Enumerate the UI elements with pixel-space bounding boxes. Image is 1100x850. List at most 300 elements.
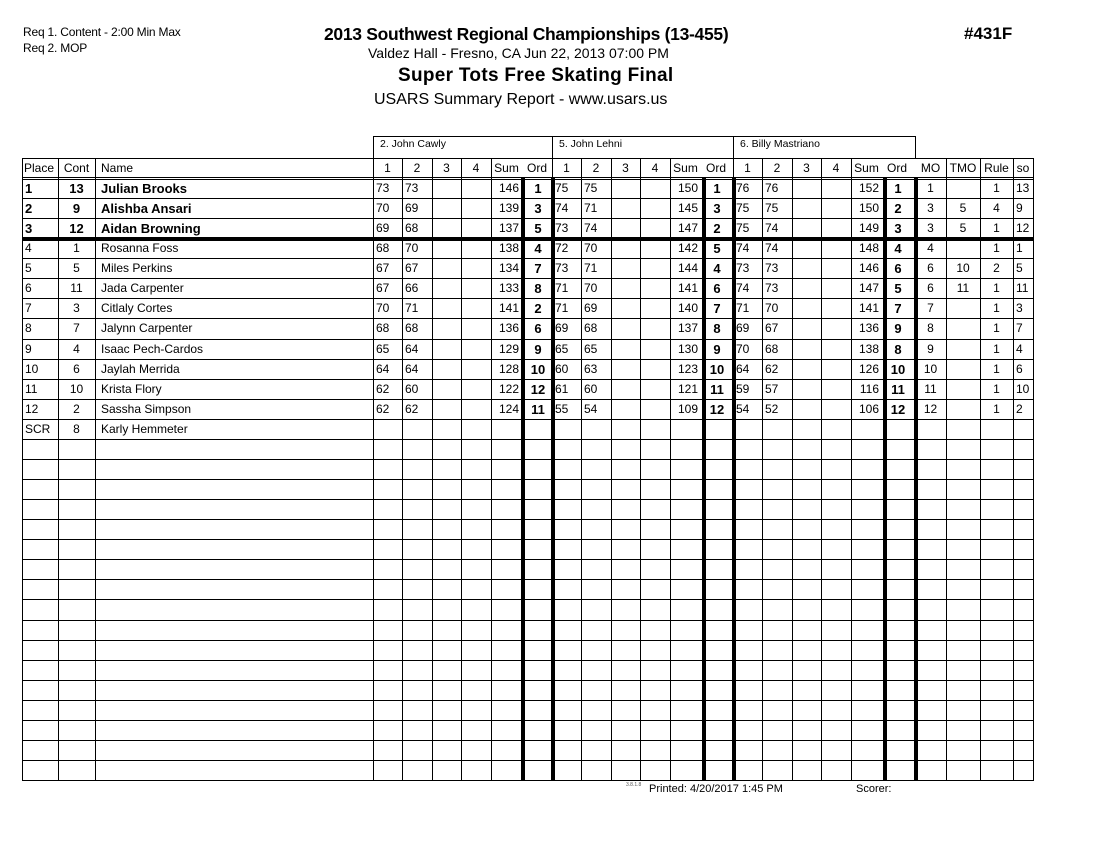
judge-score	[432, 279, 461, 299]
contestant-number: 13	[69, 181, 84, 196]
skater-name: Jada Carpenter	[101, 281, 184, 295]
judge-score: 68	[376, 241, 390, 255]
grid-line	[1033, 158, 1034, 781]
total-majority-ordinal	[946, 400, 980, 420]
judge-ordinal: 11	[891, 382, 905, 397]
rule-cell: 1	[993, 221, 1000, 235]
judge-score	[461, 239, 491, 259]
judge-ordinal: 10	[709, 362, 725, 377]
place-cell: 1	[25, 181, 33, 196]
judge-score	[611, 380, 640, 400]
judge-score	[461, 360, 491, 380]
judge-score	[821, 380, 851, 400]
judge-score	[461, 380, 491, 400]
judge-score: 60	[584, 382, 598, 396]
judge-score: 69	[376, 221, 390, 235]
judge-score: 70	[765, 301, 779, 315]
judge-ordinal: 2	[894, 201, 902, 216]
majority-ordinal: 6	[927, 261, 934, 275]
total-majority-ordinal	[946, 299, 980, 319]
judge-score	[821, 219, 851, 239]
judge-score	[640, 380, 670, 400]
judge-sum: 122	[498, 382, 519, 396]
judge-sum: 149	[858, 221, 879, 235]
judge-ordinal: 9	[894, 321, 902, 336]
skater-name: Alishba Ansari	[101, 201, 192, 216]
judge-ordinal: 12	[709, 402, 725, 417]
judge-sum: 150	[858, 201, 879, 215]
judge-score	[461, 259, 491, 279]
judge-score: 73	[736, 261, 750, 275]
judge-score	[792, 299, 821, 319]
judge-score: 75	[736, 221, 750, 235]
judge-score: 65	[584, 342, 598, 356]
judge-score	[792, 319, 821, 339]
judge-score: 74	[555, 201, 569, 215]
judge-score	[432, 380, 461, 400]
judge-sum: 109	[677, 402, 698, 416]
contestant-number: 10	[69, 382, 84, 396]
judge-ordinal: 1	[534, 181, 542, 196]
column-header-j1-ord: Ord	[526, 161, 547, 175]
start-order: 4	[1016, 342, 1023, 356]
judge-score: 70	[736, 342, 750, 356]
contestant-number: 12	[69, 221, 84, 236]
place-cell: 3	[25, 221, 33, 236]
judge-ordinal: 1	[894, 181, 902, 196]
judge-sum: 141	[677, 281, 698, 295]
judge-ordinal: 4	[534, 241, 542, 256]
judge-sum: 116	[859, 382, 879, 396]
judge-sum: 150	[677, 181, 698, 195]
requirement-1: Req 1. Content - 2:00 Min Max	[23, 25, 181, 39]
judge-score	[432, 239, 461, 259]
majority-ordinal	[915, 420, 946, 440]
judge-ordinal	[884, 420, 912, 440]
judge-sum: 142	[677, 241, 698, 255]
judge-score	[611, 299, 640, 319]
judge-score	[821, 319, 851, 339]
column-header-j2-ord: Ord	[705, 161, 726, 175]
judge-score: 66	[405, 281, 419, 295]
contestant-number: 8	[73, 422, 80, 436]
judge-score	[432, 400, 461, 420]
contestant-number: 6	[73, 362, 80, 376]
judge-score	[792, 179, 821, 199]
majority-ordinal: 3	[927, 221, 934, 235]
judge-score: 75	[736, 201, 750, 215]
judge-score	[432, 340, 461, 360]
judge-score	[733, 420, 762, 440]
majority-ordinal: 12	[923, 402, 938, 416]
judge-score	[821, 279, 851, 299]
column-header-j2-sum: Sum	[673, 161, 698, 175]
judge-score	[792, 279, 821, 299]
judge-score	[461, 279, 491, 299]
judge-score: 74	[765, 221, 779, 235]
judge-score	[611, 420, 640, 440]
start-order: 5	[1016, 261, 1023, 275]
majority-ordinal: 1	[927, 181, 934, 195]
judge-score: 76	[765, 181, 779, 195]
column-header-j3-2: 2	[773, 161, 781, 175]
judge-score: 67	[376, 281, 390, 295]
judge-score	[373, 420, 402, 440]
judge-score: 75	[555, 181, 569, 195]
start-order: 2	[1016, 402, 1023, 416]
judge-score	[640, 259, 670, 279]
judge-score: 74	[736, 281, 750, 295]
judge-sum: 134	[498, 261, 519, 275]
judge-score: 71	[555, 281, 569, 295]
judge-score	[581, 420, 611, 440]
start-order: 13	[1016, 181, 1030, 195]
judge-score	[432, 179, 461, 199]
judge-score: 68	[376, 321, 390, 335]
total-majority-ordinal: 5	[959, 201, 967, 215]
judge-sum: 121	[677, 382, 698, 396]
version-label: 3.8.1.8	[626, 782, 642, 788]
start-order: 9	[1016, 201, 1023, 215]
judge-sum: 138	[498, 241, 519, 255]
judge-score: 73	[555, 221, 569, 235]
judge-score	[792, 239, 821, 259]
contestant-number: 1	[73, 241, 80, 255]
judge-score	[640, 239, 670, 259]
judge-header-3: 6. Billy Mastriano	[740, 138, 820, 150]
judge-score: 74	[584, 221, 598, 235]
judge-score: 68	[405, 321, 419, 335]
column-header-j1-sum: Sum	[494, 161, 519, 175]
judge-score	[432, 299, 461, 319]
skater-name: Karly Hemmeter	[101, 422, 188, 436]
judge-score	[821, 179, 851, 199]
column-header-j1-4: 4	[472, 161, 480, 175]
place-cell: 6	[25, 281, 32, 295]
judge-score	[611, 360, 640, 380]
judge-score	[611, 340, 640, 360]
judge-sum: 136	[498, 321, 519, 335]
place-cell: 8	[25, 321, 32, 335]
judge-score	[821, 340, 851, 360]
judge-sum: 147	[858, 281, 879, 295]
total-majority-ordinal	[946, 380, 980, 400]
judge-ordinal: 1	[713, 181, 721, 196]
judge-ordinal: 8	[534, 281, 542, 296]
grid-line	[915, 136, 916, 158]
judge-score	[402, 420, 432, 440]
judge-score: 74	[736, 241, 750, 255]
judge-ordinal: 4	[894, 241, 902, 256]
place-cell: 7	[25, 301, 32, 315]
judge-score	[640, 340, 670, 360]
judge-score: 70	[405, 241, 419, 255]
judge-ordinal: 8	[894, 342, 902, 357]
skater-name: Aidan Browning	[101, 221, 201, 236]
judge-score: 73	[405, 181, 419, 195]
rule-cell: 1	[993, 342, 1000, 356]
column-header-j3-1: 1	[744, 161, 751, 175]
judge-sum: 136	[858, 321, 879, 335]
judge-score: 54	[736, 402, 750, 416]
judge-score: 75	[765, 201, 779, 215]
judge-sum: 128	[498, 362, 519, 376]
start-order: 11	[1016, 281, 1029, 295]
judge-score	[821, 420, 851, 440]
venue-date: Valdez Hall - Fresno, CA Jun 22, 2013 07:00 PM	[368, 45, 669, 61]
judge-score: 52	[765, 402, 779, 416]
judge-ordinal: 3	[534, 201, 542, 216]
judge-score: 71	[736, 301, 750, 315]
judge-score: 72	[555, 241, 569, 255]
column-header-mo: MO	[920, 161, 941, 175]
judge-score	[821, 239, 851, 259]
judge-score	[821, 299, 851, 319]
place-cell: 10	[25, 362, 39, 376]
total-majority-ordinal	[946, 340, 980, 360]
rule-cell: 1	[993, 181, 1000, 195]
judge-score	[640, 279, 670, 299]
column-header-j2-4: 4	[651, 161, 659, 175]
judge-score	[461, 319, 491, 339]
judge-score	[461, 219, 491, 239]
majority-ordinal: 10	[923, 362, 938, 376]
contestant-number: 5	[73, 261, 80, 275]
column-header-j3-4: 4	[832, 161, 840, 175]
judge-sum: 152	[858, 181, 879, 195]
start-order: 10	[1016, 382, 1030, 396]
majority-ordinal: 4	[927, 241, 934, 255]
contestant-number: 3	[73, 301, 80, 315]
rule-cell: 4	[993, 201, 1000, 215]
judge-ordinal: 7	[894, 301, 902, 316]
start-order: 3	[1016, 301, 1023, 315]
skater-name: Jaylah Merrida	[101, 362, 180, 376]
judge-ordinal: 7	[534, 261, 542, 276]
judge-score: 75	[584, 181, 598, 195]
start-order: 1	[1016, 241, 1023, 255]
judge-sum: 138	[858, 342, 879, 356]
judge-score	[432, 199, 461, 219]
judge-score: 62	[405, 402, 419, 416]
judge-score: 73	[376, 181, 390, 195]
column-header-j1-3: 3	[443, 161, 450, 175]
judge-score: 69	[584, 301, 598, 315]
report-title: USARS Summary Report - www.usars.us	[374, 91, 668, 108]
majority-ordinal: 6	[927, 281, 934, 295]
judge-score: 71	[584, 261, 598, 275]
judge-ordinal: 5	[534, 221, 542, 236]
rule-cell: 1	[993, 301, 1000, 315]
judge-score: 59	[736, 382, 750, 396]
total-majority-ordinal	[946, 360, 980, 380]
judge-sum: 144	[677, 261, 698, 275]
judge-score: 60	[405, 382, 419, 396]
judge-header-1: 2. John Cawly	[380, 138, 446, 150]
judge-ordinal: 7	[713, 301, 721, 316]
judge-score: 65	[555, 342, 569, 356]
judge-ordinal: 2	[713, 221, 721, 236]
judge-ordinal: 10	[530, 362, 546, 377]
judge-sum: 145	[677, 201, 698, 215]
event-number: #431F	[964, 24, 1013, 43]
judge-score: 73	[765, 261, 779, 275]
contestant-number: 11	[70, 281, 83, 295]
judge-ordinal: 10	[890, 362, 906, 377]
judge-ordinal: 12	[530, 382, 546, 397]
judge-score	[461, 340, 491, 360]
judge-score: 74	[765, 241, 779, 255]
page-title: 2013 Southwest Regional Championships (13-455)	[324, 24, 729, 44]
judge-score: 54	[584, 402, 598, 416]
place-cell: 4	[25, 241, 32, 255]
judge-score	[640, 179, 670, 199]
column-header-j2-1: 1	[563, 161, 570, 175]
judge-score: 68	[765, 342, 779, 356]
judge-score: 60	[555, 362, 569, 376]
judge-score: 70	[376, 301, 390, 315]
judge-score: 55	[555, 402, 569, 416]
scorer-label: Scorer:	[856, 783, 892, 795]
judge-sum: 124	[498, 402, 519, 416]
judge-ordinal: 3	[713, 201, 721, 216]
start-order: 6	[1016, 362, 1023, 376]
column-header-j1-2: 2	[413, 161, 421, 175]
judge-score	[461, 400, 491, 420]
judge-score: 67	[376, 261, 390, 275]
judge-sum: 141	[498, 301, 519, 315]
judge-score	[461, 179, 491, 199]
rule-cell	[980, 420, 1013, 440]
total-majority-ordinal	[946, 239, 980, 259]
judge-score	[821, 360, 851, 380]
judge-score: 71	[555, 301, 569, 315]
judge-score	[792, 219, 821, 239]
column-header-j3-3: 3	[803, 161, 810, 175]
judge-score	[611, 279, 640, 299]
judge-sum: 137	[498, 221, 519, 235]
total-majority-ordinal: 11	[956, 281, 970, 295]
judge-sum: 146	[858, 261, 879, 275]
judge-ordinal: 9	[534, 342, 542, 357]
judge-score: 76	[736, 181, 750, 195]
judge-sum	[851, 420, 882, 440]
judge-score: 64	[736, 362, 750, 376]
judge-score	[640, 400, 670, 420]
judge-score: 70	[584, 281, 598, 295]
judge-score	[792, 340, 821, 360]
judge-ordinal: 5	[713, 241, 721, 256]
place-cell: 2	[25, 201, 33, 216]
judge-score	[792, 199, 821, 219]
judge-header-2: 5. John Lehni	[559, 138, 623, 150]
skater-name: Sassha Simpson	[101, 402, 192, 416]
judge-score	[821, 400, 851, 420]
judge-score	[432, 319, 461, 339]
judge-ordinal: 5	[894, 281, 902, 296]
judge-ordinal: 9	[713, 342, 721, 357]
column-header-cont: Cont	[63, 161, 90, 175]
judge-score	[640, 219, 670, 239]
judge-score	[461, 420, 491, 440]
judge-sum: 126	[858, 362, 879, 376]
judge-sum: 139	[498, 201, 519, 215]
judge-score: 67	[405, 261, 419, 275]
majority-ordinal: 11	[924, 382, 937, 396]
judge-score	[640, 319, 670, 339]
rule-cell: 1	[993, 321, 1000, 335]
judge-ordinal: 2	[534, 301, 542, 316]
place-cell: 5	[25, 261, 32, 275]
printed-timestamp: Printed: 4/20/2017 1:45 PM	[649, 783, 783, 795]
judge-sum: 148	[858, 241, 879, 255]
judge-sum: 130	[677, 342, 698, 356]
judge-ordinal: 11	[531, 402, 545, 417]
column-header-j3-sum: Sum	[854, 161, 879, 175]
rule-cell: 2	[993, 261, 1000, 275]
judge-sum	[670, 420, 701, 440]
skater-name: Citlaly Cortes	[101, 301, 173, 315]
judge-score	[792, 259, 821, 279]
majority-ordinal: 7	[927, 301, 934, 315]
judge-score	[640, 199, 670, 219]
total-majority-ordinal	[946, 319, 980, 339]
judge-score	[640, 360, 670, 380]
judge-score	[821, 259, 851, 279]
column-header-name: Name	[101, 161, 134, 175]
judge-score: 64	[405, 342, 419, 356]
judge-score	[792, 400, 821, 420]
judge-score: 65	[376, 342, 390, 356]
column-header-j3-ord: Ord	[886, 161, 907, 175]
judge-ordinal: 3	[894, 221, 902, 236]
judge-score	[792, 360, 821, 380]
judge-score: 70	[376, 201, 390, 215]
column-header-tmo: TMO	[949, 161, 977, 175]
judge-score	[611, 219, 640, 239]
start-order	[1013, 420, 1033, 440]
judge-score: 61	[555, 382, 569, 396]
judge-score	[611, 239, 640, 259]
majority-ordinal: 8	[927, 321, 934, 335]
requirement-2: Req 2. MOP	[23, 41, 88, 55]
rule-cell: 1	[993, 362, 1000, 376]
total-majority-ordinal	[946, 420, 980, 440]
judge-ordinal: 11	[710, 382, 724, 397]
judge-sum: 146	[498, 181, 519, 195]
judge-sum: 141	[858, 301, 879, 315]
judge-score: 62	[376, 382, 390, 396]
start-order: 7	[1016, 321, 1023, 335]
judge-score: 64	[405, 362, 419, 376]
judge-sum: 123	[677, 362, 698, 376]
total-majority-ordinal: 10	[956, 261, 970, 275]
judge-score	[762, 420, 792, 440]
judge-score: 68	[405, 221, 419, 235]
contestant-number: 4	[73, 342, 80, 356]
majority-ordinal: 3	[927, 201, 934, 215]
judge-score: 70	[584, 241, 598, 255]
judge-sum: 129	[498, 342, 519, 356]
judge-ordinal: 6	[894, 261, 902, 276]
majority-ordinal: 9	[927, 342, 934, 356]
judge-score: 64	[376, 362, 390, 376]
judge-score	[461, 299, 491, 319]
event-name: Super Tots Free Skating Final	[398, 65, 674, 86]
skater-name: Krista Flory	[101, 382, 162, 396]
column-header-j2-2: 2	[592, 161, 600, 175]
judge-score	[432, 360, 461, 380]
